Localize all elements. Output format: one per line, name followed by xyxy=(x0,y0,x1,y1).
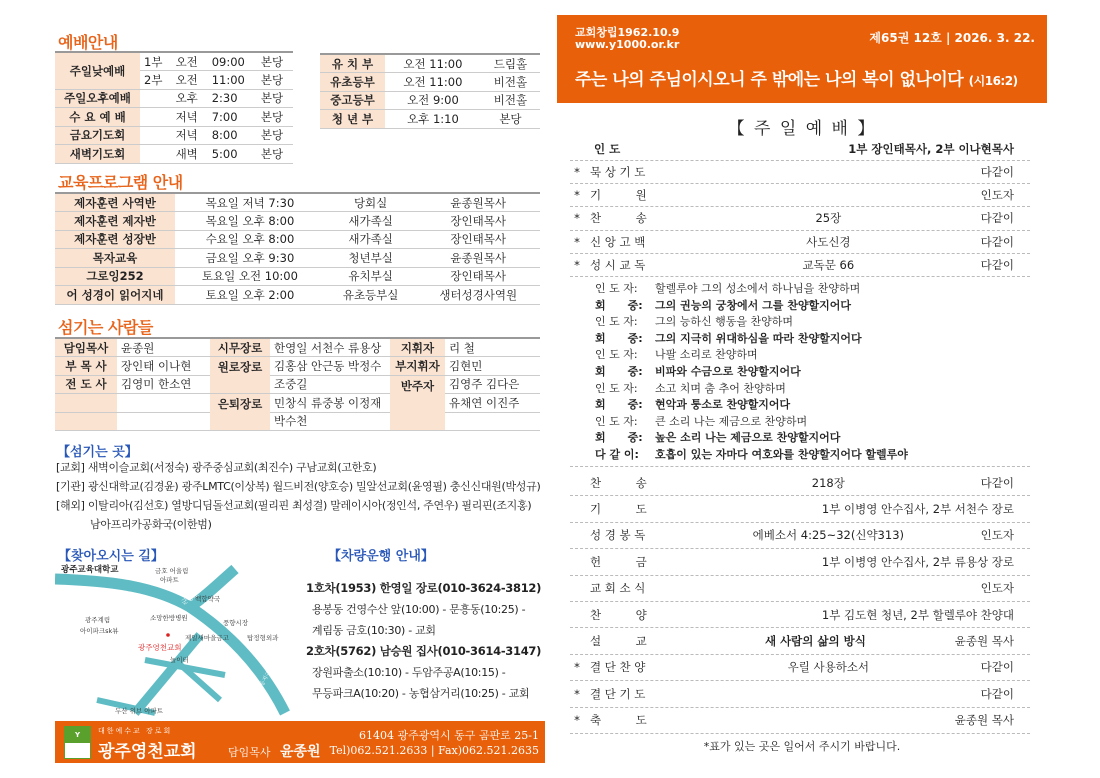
time: 09:00 xyxy=(208,52,257,71)
map-label: 광주교육대학교 xyxy=(61,565,119,575)
shuttle-route: 용봉동 건영수산 앞(10:00) - 문흥동(10:25) - xyxy=(312,603,526,616)
role-names: 한영일 서천수 류용상 xyxy=(270,338,390,357)
order-item-name: 기 원 xyxy=(590,188,647,203)
standing-marker: * xyxy=(574,234,580,249)
empty-cell xyxy=(55,394,117,413)
order-item-person: 1부 김도현 청년, 2부 할렐루야 찬양대 xyxy=(821,607,1014,622)
order-item-name: 묵 상 기 도 xyxy=(590,165,646,180)
reading-line xyxy=(595,364,908,381)
order-item-detail: 교독문 66 xyxy=(802,257,855,272)
service-name: 주일낮예배 xyxy=(55,52,140,89)
order-item-person: 인도자 xyxy=(980,581,1014,596)
reading-text: 소고 치며 춤 추어 찬양하며 xyxy=(655,381,786,395)
order-item-person: 윤종원 목사 xyxy=(954,634,1014,649)
map-label: 제일새마을금고 xyxy=(185,634,229,642)
reading-line xyxy=(595,314,908,331)
map-label: 아파트 xyxy=(160,576,179,584)
part: 2부 xyxy=(140,71,172,90)
church-name: 광주영천교회 xyxy=(98,742,197,762)
role-label: 부지휘자 xyxy=(390,357,445,376)
logo-mark: Y xyxy=(65,727,90,743)
order-item-detail: 사도신경 xyxy=(806,234,851,249)
place: 비전홀 xyxy=(481,73,540,92)
room: 새가족실 xyxy=(325,212,417,231)
room: 새가족실 xyxy=(325,230,417,249)
divider xyxy=(570,466,1030,467)
order-item-name: 찬 송 xyxy=(590,475,647,490)
period: 새벽 xyxy=(172,145,208,164)
worship-row xyxy=(55,145,293,164)
reading-text: 큰 소리 나는 제금으로 찬양하며 xyxy=(655,414,808,428)
leader: 장인태목사 xyxy=(416,230,540,249)
order-item-person: 인도자 xyxy=(980,528,1014,543)
room: 유초등부실 xyxy=(325,286,417,305)
standing-marker: * xyxy=(574,686,580,701)
department-name: 청 년 부 xyxy=(320,110,385,129)
department-name: 유 치 부 xyxy=(320,54,385,73)
role-label: 담임목사 xyxy=(55,338,117,357)
reading-line xyxy=(595,447,908,464)
leader-row xyxy=(570,137,1030,161)
church-contact: Tel)062.521.2633 | Fax)062.521.2635 xyxy=(329,744,539,757)
department-row xyxy=(320,91,540,110)
order-item-person: 다같이 xyxy=(980,475,1014,490)
order-row xyxy=(570,549,1030,575)
map-label: 탑정형외과 xyxy=(247,634,279,642)
role-names: 민창식 류중봉 이정재 xyxy=(270,394,390,413)
program-name: 그로잉252 xyxy=(55,267,175,286)
places-line: 남아프리카공화국(이한범) xyxy=(90,518,212,531)
order-item-name: 기 도 xyxy=(590,502,647,517)
verse-text: 주는 나의 주님이시오니 주 밖에는 나의 복이 없나이다 xyxy=(575,70,964,90)
reader-role: 인 도 자: xyxy=(595,282,638,295)
order-item-name: 신 앙 고 백 xyxy=(590,234,646,249)
schedule: 토요일 오전 10:00 xyxy=(175,267,325,286)
order-row xyxy=(570,628,1030,654)
order-item-person: 다같이 xyxy=(980,686,1014,701)
worship-row xyxy=(55,108,293,127)
order-row xyxy=(570,655,1030,681)
bulletin-header xyxy=(557,15,1047,103)
order-item-name: 찬 양 xyxy=(590,607,647,622)
role-names: 박수천 xyxy=(270,412,390,431)
order-item-person: 다같이 xyxy=(980,165,1014,180)
sunday-service-title: 【 주 일 예 배 】 xyxy=(727,119,877,139)
leader: 장인태목사 xyxy=(416,212,540,231)
department-name: 중고등부 xyxy=(320,91,385,110)
reading-text: 비파와 수금으로 찬양할지어다 xyxy=(655,364,801,378)
reading-text: 그의 능하신 행동을 찬양하며 xyxy=(655,315,794,329)
part xyxy=(140,126,172,145)
reading-line xyxy=(595,430,908,447)
church-logo xyxy=(64,726,91,759)
row-name: 인 도 xyxy=(594,141,621,156)
order-item-detail: 218장 xyxy=(811,475,845,490)
department-name: 유초등부 xyxy=(320,73,385,92)
room: 당회실 xyxy=(325,193,417,212)
empty-cell xyxy=(55,412,117,431)
reading-line xyxy=(595,347,908,364)
education-row xyxy=(55,267,540,286)
shuttle-route: 장원파출소(10:10) - 두암주공A(10:15) - xyxy=(312,666,506,679)
program-name: 제자훈련 성장반 xyxy=(55,230,175,249)
order-item-name: 성 경 봉 독 xyxy=(590,528,646,543)
row-right: 1부 장인태목사, 2부 이나현목사 xyxy=(848,141,1014,156)
reader-role: 회 중: xyxy=(595,364,643,378)
education-title: 교육프로그램 안내 xyxy=(58,173,183,192)
servants-table xyxy=(55,337,540,431)
order-row xyxy=(570,470,1030,496)
education-row xyxy=(55,286,540,305)
order-row xyxy=(570,576,1030,602)
reading-line xyxy=(595,397,908,414)
shuttle-route: 계림동 금호(10:30) - 교회 xyxy=(312,624,436,637)
order-item-name: 찬 송 xyxy=(590,211,647,226)
room: 유치부실 xyxy=(325,267,417,286)
worship-rows xyxy=(55,89,293,163)
order-row xyxy=(570,496,1030,522)
reading-text: 나팔 소리로 찬양하며 xyxy=(655,348,758,362)
reader-role: 회 중: xyxy=(595,398,643,412)
order-item-name: 결 단 기 도 xyxy=(590,686,646,701)
service-name: 새벽기도회 xyxy=(55,145,140,164)
empty-cell xyxy=(445,412,540,431)
pastor-name: 윤종원 xyxy=(280,744,321,760)
department-row xyxy=(320,73,540,92)
role-label: 전 도 사 xyxy=(55,375,117,394)
places-line: [기관] 광신대학교(김경윤) 광주LMTC(이상복) 월드비전(양호승) 밀알선교회(윤영필) 충신신대원(박성규) xyxy=(56,480,541,493)
map-label: 두산 위브 아파트 xyxy=(115,707,164,715)
role-names: 윤종원 xyxy=(117,338,210,357)
order-item-name: 축 도 xyxy=(590,713,647,728)
role-names: 장인태 이나현 xyxy=(117,357,210,376)
reading-text: 그의 지극히 위대하심을 따라 찬양할지어다 xyxy=(655,331,862,345)
shuttle-car-header: 2호차(5762) 남승원 집사(010-3614-3147) xyxy=(306,644,542,658)
order-item-name: 성 시 교 독 xyxy=(590,257,646,272)
pastor-label: 담임목사 xyxy=(228,746,271,759)
role-label: 은퇴장로 xyxy=(210,394,270,431)
part xyxy=(140,108,172,127)
order-row xyxy=(570,602,1030,628)
order-item-person: 다같이 xyxy=(980,660,1014,675)
schedule: 수요일 오후 8:00 xyxy=(175,230,325,249)
places-line: [교회] 새벽이슬교회(서정숙) 광주중심교회(최진수) 구남교회(고한호) xyxy=(56,461,377,474)
church-marker xyxy=(166,633,170,637)
department-row xyxy=(320,54,540,73)
time: 오후 1:10 xyxy=(385,110,481,129)
service-name: 수 요 예 배 xyxy=(55,108,140,127)
order-item-detail: 25장 xyxy=(815,211,842,226)
reader-role: 회 중: xyxy=(595,331,643,345)
order-item-person: 인도자 xyxy=(980,188,1014,203)
places-line: [해외] 이탈리아(김선호) 열방디딤돌선교회(필리핀 최성결) 말레이시아(정인석, 주연우) 필리핀(조지홍) xyxy=(56,499,532,512)
order-row xyxy=(570,184,1030,207)
education-row xyxy=(55,230,540,249)
leader: 생터성경사역원 xyxy=(416,286,540,305)
reading-line xyxy=(595,414,908,431)
role-names: 유채연 이진주 xyxy=(445,394,540,413)
map-label: 백합약국 xyxy=(195,595,221,603)
department-row xyxy=(320,110,540,129)
standing-marker: * xyxy=(574,188,580,203)
map-label: 광주계림 xyxy=(85,616,111,624)
order-item-person: 다같이 xyxy=(980,211,1014,226)
role-label: 시무장로 xyxy=(210,338,270,357)
reading-line xyxy=(595,331,908,348)
education-row xyxy=(55,212,540,231)
period: 오전 xyxy=(172,52,208,71)
program-name: 목자교육 xyxy=(55,249,175,268)
role-names: 김영미 한소연 xyxy=(117,375,210,394)
directions-title: 【찾아오시는 길】 xyxy=(58,549,164,564)
role-label: 반주자 xyxy=(390,375,445,431)
role-names: 김홍삼 안근동 박정수 xyxy=(270,357,390,376)
church-map-label: 광주영천교회 xyxy=(138,643,182,652)
role-label: 지휘자 xyxy=(390,338,445,357)
time: 오전 11:00 xyxy=(385,73,481,92)
reader-role: 다 같 이: xyxy=(595,447,639,461)
responsive-reading xyxy=(595,281,908,464)
shuttle-route: 무등파크A(10:20) - 농협삼거리(10:25) - 교회 xyxy=(312,687,530,700)
empty-cell xyxy=(117,394,210,413)
room: 청년부실 xyxy=(325,249,417,268)
program-name: 제자훈련 제자반 xyxy=(55,212,175,231)
reader-role: 인 도 자: xyxy=(595,348,638,362)
leader: 윤종원목사 xyxy=(416,249,540,268)
worship-row xyxy=(55,89,293,108)
schedule: 금요일 오후 9:30 xyxy=(175,249,325,268)
part: 1부 xyxy=(140,52,172,71)
role-names: 리 철 xyxy=(445,338,540,357)
issue-info: 제65권 12호 | 2026. 3. 22. xyxy=(869,31,1035,45)
order-item-name: 교 회 소 식 xyxy=(590,581,646,596)
order-item-name: 결 단 찬 양 xyxy=(590,660,646,675)
reading-line xyxy=(595,381,908,398)
denomination: 대한예수교 장로회 xyxy=(98,727,173,735)
map-label: 무등지구입구 xyxy=(256,661,278,692)
order-row xyxy=(570,523,1030,549)
standing-marker: * xyxy=(574,211,580,226)
map-label: 군왕로 xyxy=(180,590,201,607)
church-map xyxy=(55,563,300,718)
part xyxy=(140,145,172,164)
empty-cell xyxy=(117,412,210,431)
standing-marker: * xyxy=(574,713,580,728)
reading-line xyxy=(595,298,908,315)
standing-note: *표가 있는 곳은 일어서 주시기 바랍니다. xyxy=(703,740,901,753)
time: 오전 9:00 xyxy=(385,91,481,110)
time: 7:00 xyxy=(208,108,257,127)
program-name: 제자훈련 사역반 xyxy=(55,193,175,212)
education-row xyxy=(55,193,540,212)
shuttle-info xyxy=(306,578,546,704)
place: 비전홀 xyxy=(481,91,540,110)
education-row xyxy=(55,249,540,268)
order-item-detail: 새 사람의 삶의 방식 xyxy=(764,634,866,649)
place: 본당 xyxy=(257,108,293,127)
department-schedule-table xyxy=(320,53,540,129)
servants-title: 섬기는 사람들 xyxy=(58,318,153,337)
website-link[interactable]: www.y1000.or.kr xyxy=(575,38,680,51)
places-list xyxy=(56,458,546,534)
order-row xyxy=(570,254,1030,277)
leader: 윤종원목사 xyxy=(416,193,540,212)
reader-role: 회 중: xyxy=(595,298,643,312)
standing-marker: * xyxy=(574,257,580,272)
period: 오후 xyxy=(172,89,208,108)
map-label: 놀이터 xyxy=(170,656,189,664)
role-label: 원로장로 xyxy=(210,357,270,394)
founded-date: 교회창립1962.10.9 xyxy=(575,26,680,39)
worship-row xyxy=(55,126,293,145)
education-table xyxy=(55,192,540,305)
reading-line xyxy=(595,281,908,298)
part xyxy=(140,89,172,108)
reading-text: 할렐루야 그의 성소에서 하나님을 찬양하며 xyxy=(655,282,861,295)
reader-role: 회 중: xyxy=(595,431,643,445)
schedule: 토요일 오후 2:00 xyxy=(175,286,325,305)
worship-guide-title: 예배안내 xyxy=(58,33,118,52)
schedule: 목요일 오후 8:00 xyxy=(175,212,325,231)
time: 8:00 xyxy=(208,126,257,145)
service-name: 금요기도회 xyxy=(55,126,140,145)
map-label: 소망한방병원 xyxy=(150,614,188,622)
standing-marker: * xyxy=(574,660,580,675)
role-names: 김현민 xyxy=(445,357,540,376)
church-address: 61404 광주광역시 동구 곰판로 25-1 xyxy=(359,729,539,742)
period: 오전 xyxy=(172,71,208,90)
worship-schedule-table xyxy=(55,51,293,164)
order-item-name: 설 교 xyxy=(590,634,647,649)
place: 드림홀 xyxy=(481,54,540,73)
reader-role: 인 도 자: xyxy=(595,414,638,428)
place: 본당 xyxy=(257,126,293,145)
period: 저녁 xyxy=(172,108,208,127)
map-label: 아이파크sk뷰 xyxy=(80,627,119,635)
order-item-person: 윤종원 목사 xyxy=(954,713,1014,728)
reading-text: 그의 권능의 궁창에서 그를 찬양할지어다 xyxy=(655,298,851,312)
role-names: 김영주 김다은 xyxy=(445,375,540,394)
map-label: 풍향시장 xyxy=(223,619,249,627)
order-row xyxy=(570,681,1030,707)
standing-marker: * xyxy=(574,165,580,180)
order-item-name: 헌 금 xyxy=(590,554,647,569)
place: 본당 xyxy=(257,71,293,90)
order-row xyxy=(570,207,1030,230)
reader-role: 인 도 자: xyxy=(595,315,638,329)
order-item-person: 1부 이병영 안수집사, 2부 류용상 장로 xyxy=(821,554,1014,569)
order-item-person: 1부 이병영 안수집사, 2부 서천수 장로 xyxy=(821,502,1014,517)
place: 본당 xyxy=(257,52,293,71)
place: 본당 xyxy=(481,110,540,129)
time: 11:00 xyxy=(208,71,257,90)
role-names: 조중길 xyxy=(270,375,390,394)
time: 오전 11:00 xyxy=(385,54,481,73)
places-title: 【섬기는 곳】 xyxy=(57,445,138,460)
program-name: 어 성경이 읽어지네 xyxy=(55,286,175,305)
order-item-person: 다같이 xyxy=(980,257,1014,272)
church-footer xyxy=(55,721,545,763)
time: 5:00 xyxy=(208,145,257,164)
order-row xyxy=(570,161,1030,184)
order-row xyxy=(570,708,1030,734)
reading-text: 호흡이 있는 자마다 여호와를 찬양할지어다 할렐루야 xyxy=(655,447,908,461)
time: 2:30 xyxy=(208,89,257,108)
order-item-detail: 에베소서 4:25~32(신약313) xyxy=(752,528,904,543)
verse-ref: (시16:2) xyxy=(968,74,1018,88)
reading-text: 현악과 퉁소로 찬양할지어다 xyxy=(655,398,791,412)
reading-text: 높은 소리 나는 제금으로 찬양할지어다 xyxy=(655,431,841,445)
order-item-person: 다같이 xyxy=(980,234,1014,249)
order-row xyxy=(570,231,1030,254)
service-name: 주일오후예배 xyxy=(55,89,140,108)
place: 본당 xyxy=(257,145,293,164)
leader: 장인태목사 xyxy=(416,267,540,286)
map-road xyxy=(175,660,220,700)
period: 저녁 xyxy=(172,126,208,145)
reader-role: 인 도 자: xyxy=(595,381,638,395)
map-label: 금호 어울림 xyxy=(155,567,189,575)
schedule: 목요일 저녁 7:30 xyxy=(175,193,325,212)
theme-verse xyxy=(575,65,1018,90)
shuttle-title: 【차량운행 안내】 xyxy=(328,549,434,564)
role-label: 부 목 사 xyxy=(55,357,117,376)
shuttle-car-header: 1호차(1953) 한영일 장로(010-3624-3812) xyxy=(306,581,542,595)
order-item-detail: 우릴 사용하소서 xyxy=(787,660,870,675)
place: 본당 xyxy=(257,89,293,108)
